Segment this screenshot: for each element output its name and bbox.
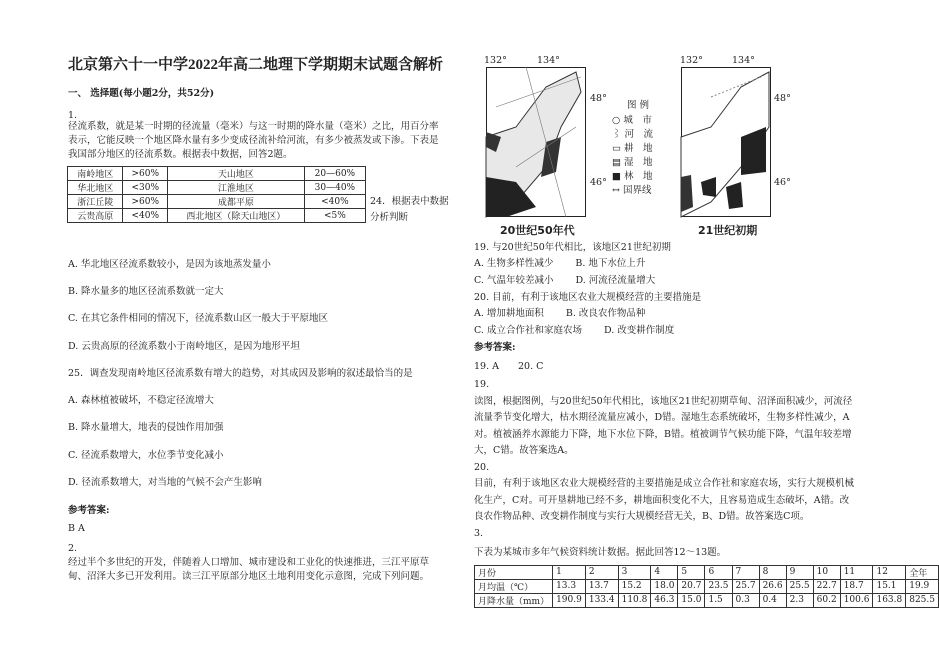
map-2000s bbox=[681, 67, 771, 217]
q2-number: 2. bbox=[68, 543, 78, 554]
q24-stem: 24．根据表中数据 bbox=[370, 196, 449, 207]
table-cell: 6 bbox=[705, 565, 732, 579]
table-cell: 12 bbox=[873, 565, 906, 579]
lon-label: 134° bbox=[537, 55, 560, 66]
table-cell: 南岭地区 bbox=[68, 167, 123, 181]
table-cell: 1.5 bbox=[705, 593, 732, 607]
table-cell: 0.3 bbox=[732, 593, 759, 607]
option: C. 成立合作社和家庭农场 bbox=[474, 325, 582, 336]
q20-options-row bbox=[474, 305, 645, 319]
answer: 19. A 20. C bbox=[474, 361, 544, 372]
table-cell: 2 bbox=[585, 565, 618, 579]
table-cell: 2.3 bbox=[786, 593, 813, 607]
table-row bbox=[68, 195, 366, 209]
option: A. 华北地区径流系数较小，是因为该地蒸发量小 bbox=[68, 259, 271, 270]
legend-title: 图 例 bbox=[627, 100, 650, 111]
table-cell: 西北地区（除天山地区） bbox=[168, 209, 305, 223]
legend-farmland: ▭ 耕 地 bbox=[612, 143, 653, 154]
map-caption-right: 21世纪初期 bbox=[698, 224, 758, 237]
answer-label: 参考答案: bbox=[474, 342, 516, 353]
q25-stem: 25．调查发现南岭地区径流系数有增大的趋势，对其成因及影响的叙述最恰当的是 bbox=[68, 368, 413, 379]
q1-stem: 径流系数，就是某一时期的径流量（毫米）与这一时期的降水量（毫米）之比，用百分率表示，它能反映一个地区降水量有多少变成径流补给河流，有多少被蒸发或下渗。下表是我国部分地区的径流系数。根据表中数据，回答2题。 bbox=[68, 121, 439, 160]
table-cell: 20—60% bbox=[304, 167, 365, 181]
table-cell: 18.0 bbox=[651, 579, 678, 593]
explanation-number: 19. bbox=[474, 379, 490, 390]
table-cell: 18.7 bbox=[840, 579, 873, 593]
q19-options-row bbox=[474, 255, 645, 269]
table-cell: 46.3 bbox=[651, 593, 678, 607]
table-cell: 163.8 bbox=[873, 593, 906, 607]
q20-stem: 20. 目前，有利于该地区农业大规模经营的主要措施是 bbox=[474, 292, 702, 303]
climate-table bbox=[474, 565, 939, 608]
q24-stem-cont: 分析判断 bbox=[370, 212, 409, 223]
explanation-20: 目前，有利于该地区农业大规模经营的主要措施是成立合作社和家庭农场，实行大规模机械化生产，C对。可开垦耕地已经不多，耕地面积变化不大，且容易造成生态破坏，A错。改良农作物品种、改变耕作制度与实行大规模经营无关，B、D错。故答案选C项。 bbox=[474, 478, 855, 522]
option: B. 地下水位上升 bbox=[575, 258, 646, 269]
table-cell: 1 bbox=[553, 565, 586, 579]
option: A. 生物多样性减少 bbox=[474, 258, 554, 269]
table-cell: 云贵高原 bbox=[68, 209, 123, 223]
table-cell: 成都平原 bbox=[168, 195, 305, 209]
legend-border: ↔ 国界线 bbox=[612, 185, 652, 196]
lon-label: 134° bbox=[732, 55, 755, 66]
lat-label: 48° bbox=[774, 93, 791, 104]
option: B. 降水量增大，地表的侵蚀作用加强 bbox=[68, 422, 224, 433]
answer-label: 参考答案: bbox=[68, 505, 110, 516]
table-cell: 月均温（℃） bbox=[475, 579, 553, 593]
table-cell: 26.6 bbox=[759, 579, 786, 593]
table-cell: 60.2 bbox=[813, 593, 840, 607]
table-cell: 15.2 bbox=[618, 579, 651, 593]
table-cell: 110.8 bbox=[618, 593, 651, 607]
table-cell: 15.1 bbox=[873, 579, 906, 593]
table-cell: 11 bbox=[840, 565, 873, 579]
table-cell: 0.4 bbox=[759, 593, 786, 607]
legend-label: 耕 地 bbox=[624, 143, 653, 154]
table-cell: 19.9 bbox=[906, 579, 939, 593]
table-row bbox=[68, 209, 366, 223]
table-cell: 22.7 bbox=[813, 579, 840, 593]
table-cell: 25.7 bbox=[732, 579, 759, 593]
section-heading: 一、 选择题(每小题2分，共52分) bbox=[68, 88, 215, 99]
table-cell: <30% bbox=[123, 181, 168, 195]
table-cell: 4 bbox=[651, 565, 678, 579]
table-cell: 133.4 bbox=[585, 593, 618, 607]
q19-options-row bbox=[474, 272, 655, 286]
table-row bbox=[68, 181, 366, 195]
table-cell: <40% bbox=[304, 195, 365, 209]
table-cell: 天山地区 bbox=[168, 167, 305, 181]
lat-label: 46° bbox=[774, 177, 791, 188]
legend-label: 河 流 bbox=[624, 129, 654, 140]
table-row bbox=[475, 565, 939, 579]
table-cell: <40% bbox=[123, 209, 168, 223]
table-cell: 3 bbox=[618, 565, 651, 579]
legend-label: 湿 地 bbox=[624, 157, 653, 168]
table-cell: 7 bbox=[732, 565, 759, 579]
table-cell: 13.7 bbox=[585, 579, 618, 593]
table-cell: 20.7 bbox=[678, 579, 705, 593]
lon-label: 132° bbox=[484, 55, 507, 66]
table-cell: 23.5 bbox=[705, 579, 732, 593]
option: D. 改变耕作制度 bbox=[603, 325, 675, 336]
table-cell: 月降水量（mm） bbox=[475, 593, 553, 607]
lat-label: 46° bbox=[590, 177, 607, 188]
legend-label: 国界线 bbox=[622, 185, 652, 196]
table-cell: 浙江丘陵 bbox=[68, 195, 123, 209]
page-title: 北京第六十一中学2022年高二地理下学期期末试题含解析 bbox=[68, 57, 444, 73]
table-cell: 5 bbox=[678, 565, 705, 579]
table-cell: 华北地区 bbox=[68, 181, 123, 195]
option: D. 云贵高原的径流系数小于南岭地区，是因为地形平坦 bbox=[68, 341, 300, 352]
q3-stem: 下表为某城市多年气候资料统计数据。据此回答12～13题。 bbox=[474, 547, 727, 558]
option: C. 径流系数增大，水位季节变化减小 bbox=[68, 450, 224, 461]
option: B. 改良农作物品种 bbox=[565, 308, 646, 319]
table-cell: 190.9 bbox=[553, 593, 586, 607]
lon-label: 132° bbox=[680, 55, 703, 66]
map-caption-left: 20世纪50年代 bbox=[500, 224, 575, 237]
table-row bbox=[475, 579, 939, 593]
option: C. 气温年较差减小 bbox=[474, 275, 554, 286]
table-cell: 13.3 bbox=[553, 579, 586, 593]
table-cell: 10 bbox=[813, 565, 840, 579]
table-cell: 100.6 bbox=[840, 593, 873, 607]
option: D. 河流径流量增大 bbox=[575, 275, 656, 286]
q19-stem: 19. 与20世纪50年代相比，该地区21世纪初期 bbox=[474, 242, 671, 253]
option: A. 森林植被破坏，不稳定径流增大 bbox=[68, 395, 214, 406]
table-cell: 8 bbox=[759, 565, 786, 579]
runoff-table bbox=[67, 166, 366, 223]
lat-label: 48° bbox=[590, 93, 607, 104]
map-1950s bbox=[486, 67, 586, 217]
explanation-19: 读图，根据图例，与20世纪50年代相比，该地区21世纪初期草甸、沼泽面积减少，河流径流量季节变化增大，枯水期径流量应减小，D错。湿地生态系统破坏，生物多样性减少，A对。植被涵养水源能力下降，地下水位下降，B错。植被调节气候功能下降，气温年较差增大，C错。故答案选A。 bbox=[474, 395, 853, 456]
answer: B A bbox=[68, 523, 85, 534]
table-cell: 15.0 bbox=[678, 593, 705, 607]
option: D. 径流系数增大，对当地的气候不会产生影响 bbox=[68, 477, 262, 488]
q1-number: 1. bbox=[68, 110, 78, 121]
legend-forest: ■ 林 地 bbox=[612, 171, 653, 182]
option: A. 增加耕地面积 bbox=[474, 308, 544, 319]
table-cell: 9 bbox=[786, 565, 813, 579]
table-cell: 25.5 bbox=[786, 579, 813, 593]
explanations-and-q3 bbox=[474, 377, 935, 608]
table-cell: 月份 bbox=[475, 565, 553, 579]
table-cell: <5% bbox=[304, 209, 365, 223]
legend-city: ○ 城 市 bbox=[612, 115, 652, 126]
legend-river: ⌇ 河 流 bbox=[612, 129, 654, 140]
table-cell: >60% bbox=[123, 195, 168, 209]
explanation-number: 20. bbox=[474, 461, 490, 473]
table-cell: 825.5 bbox=[906, 593, 939, 607]
table-cell: 全年 bbox=[906, 565, 939, 579]
legend-label: 城 市 bbox=[623, 115, 652, 126]
table-row bbox=[68, 167, 366, 181]
legend-wetland: ▤ 湿 地 bbox=[612, 157, 653, 168]
table-cell: >60% bbox=[123, 167, 168, 181]
table-cell: 30—40% bbox=[304, 181, 365, 195]
q20-options-row bbox=[474, 322, 674, 336]
table-cell: 江淮地区 bbox=[168, 181, 305, 195]
option: B. 降水量多的地区径流系数就一定大 bbox=[68, 286, 224, 297]
q3-number: 3. bbox=[474, 527, 484, 539]
q2-stem: 经过半个多世纪的开发，伴随着人口增加、城市建设和工业化的快速推进，三江平原草甸、沼泽大多已开发利用。读三江平原部分地区土地利用变化示意图，完成下列问题。 bbox=[68, 557, 430, 582]
option: C. 在其它条件相同的情况下，径流系数山区一般大于平原地区 bbox=[68, 313, 328, 324]
table-row bbox=[475, 593, 939, 607]
legend-label: 林 地 bbox=[624, 171, 653, 182]
